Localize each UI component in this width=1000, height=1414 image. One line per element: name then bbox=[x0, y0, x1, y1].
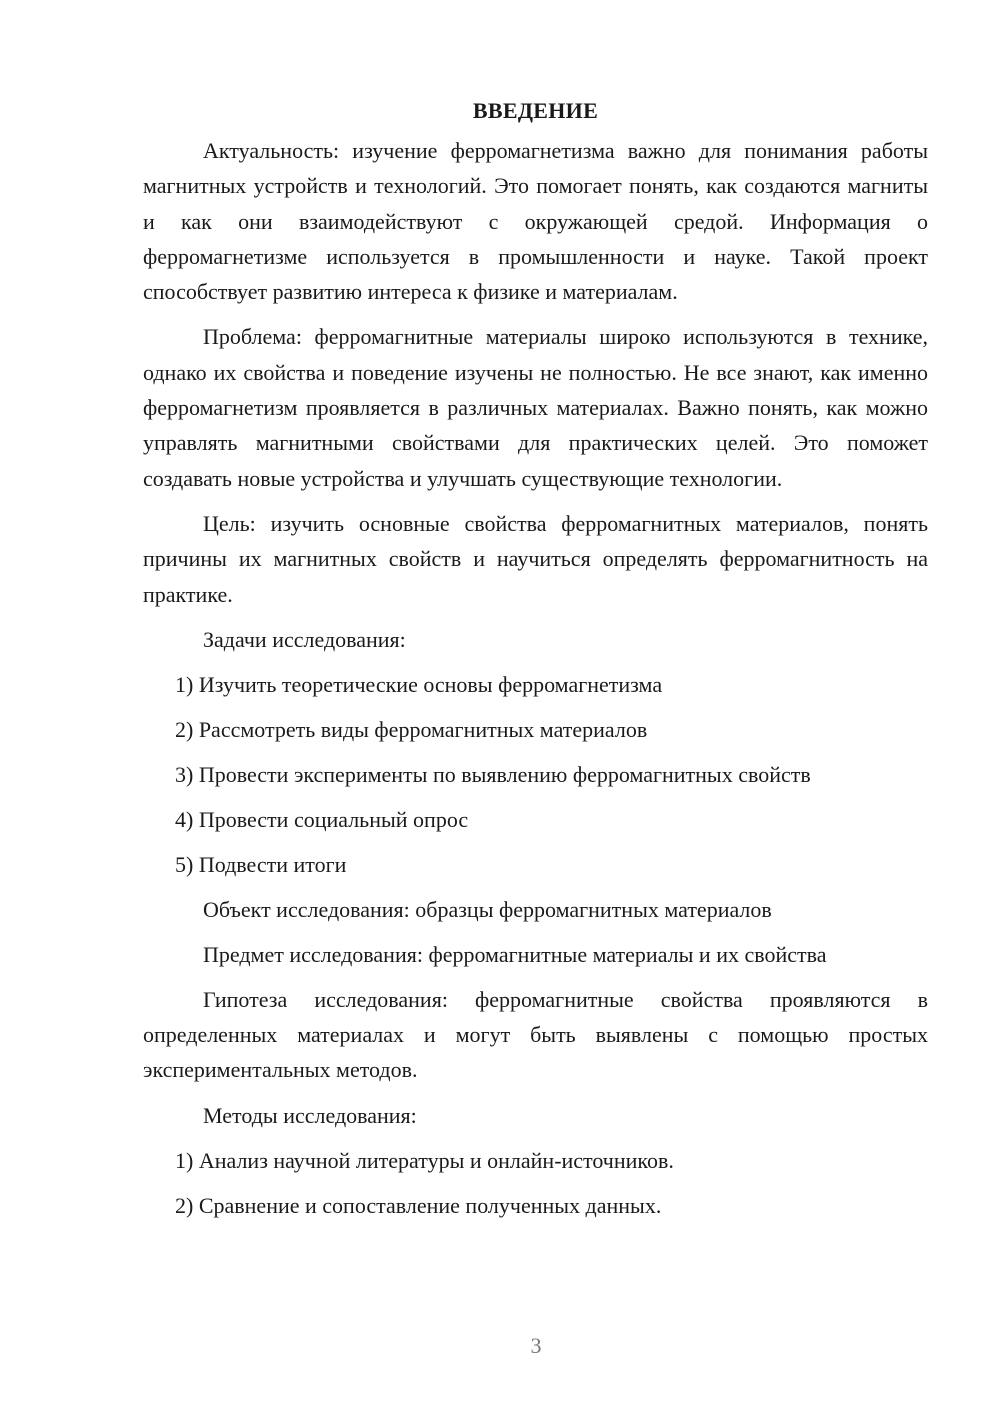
page-number: 3 bbox=[530, 1333, 542, 1358]
relevance-paragraph: Актуальность: изучение ферромагнетизма важно для понимания работы магнитных устройств и технологий. Это помогает понять, как создаются магниты и как они взаимодействуют с окружающей средой. Информация о ферромагнетизме используется в промышленности и науке. Такой проект способствует развитию интереса к физике и материалам. bbox=[143, 138, 928, 305]
subject-line: Предмет исследования: ферромагнитные материалы и их свойства bbox=[203, 941, 827, 967]
task-item: 3) Провести эксперименты по выявлению ферромагнитных свойств bbox=[175, 761, 811, 787]
tasks-heading: Задачи исследования: bbox=[203, 626, 406, 652]
method-item: 1) Анализ научной литературы и онлайн-источников. bbox=[175, 1147, 674, 1173]
problem-paragraph: Проблема: ферромагнитные материалы широко используются в технике, однако их свойства и поведение изучены не полностью. Не все знают, как именно ферромагнетизм проявляется в различных материалах. Важно понять, как можно управлять магнитными свойствами для практических целей. Это поможет создавать новые устройства и улучшать существующие технологии. bbox=[143, 324, 928, 491]
methods-heading: Методы исследования: bbox=[203, 1102, 417, 1128]
hypothesis-paragraph: Гипотеза исследования: ферромагнитные свойства проявляются в определенных материалах и могут быть выявлены с помощью простых экспериментальных методов. bbox=[143, 986, 928, 1083]
tasks-list bbox=[143, 667, 928, 882]
method-item: 2) Сравнение и сопоставление полученных данных. bbox=[175, 1192, 662, 1218]
section-title: ВВЕДЕНИЕ bbox=[472, 98, 599, 123]
document-page bbox=[143, 95, 928, 1233]
object-line: Объект исследования: образцы ферромагнитных материалов bbox=[203, 896, 772, 922]
methods-list bbox=[143, 1143, 928, 1223]
task-item: 1) Изучить теоретические основы ферромагнетизма bbox=[175, 671, 663, 697]
task-item: 4) Провести социальный опрос bbox=[175, 806, 469, 832]
task-item: 5) Подвести итоги bbox=[175, 851, 347, 877]
goal-paragraph: Цель: изучить основные свойства ферромагнитных материалов, понять причины их магнитных свойств и научиться определять ферромагнитность на практике. bbox=[143, 510, 928, 607]
task-item: 2) Рассмотреть виды ферромагнитных материалов bbox=[175, 716, 648, 742]
